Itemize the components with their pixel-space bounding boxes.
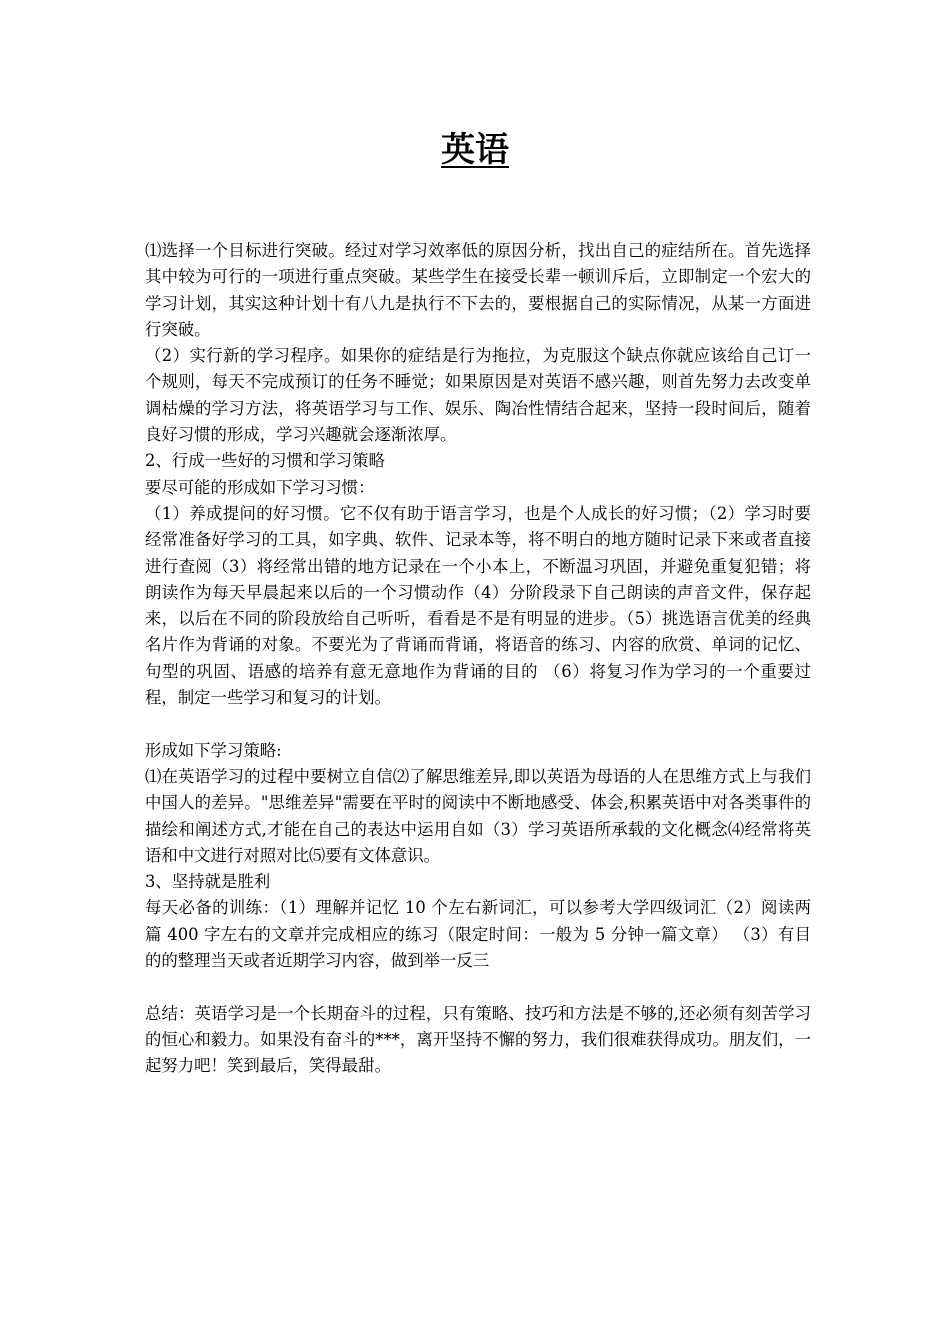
paragraph-strategies-intro: 形成如下学习策略: [145, 740, 282, 760]
paragraph-new-study-routine: （2）实行新的学习程序。如果你的症结是行为拖拉，为克服这个缺点你就应该给自己订一个规则，每天不完成预订的任务不睡觉；如果原因是对英语不感兴趣，则首先努力去改变单调枯燥的学习方法，将英语学习与工作、娱乐、陶冶性情结合起来，坚持一段时间后，随着良好习惯的形成，学习兴趣就会逐渐浓厚。 [145, 346, 811, 445]
paragraph-goal-breakthrough: ⑴选择一个目标进行突破。经过对学习效率低的原因分析，找出自己的症结所在。首先选择其中较为可行的一项进行重点突破。某些学生在接受长辈一顿训斥后，立即制定一个宏大的学习计划，其实这种计划十有八九是执行不下去的，要根据自己的实际情况，从某一方面进行突破。 [145, 241, 811, 339]
section-heading-habits: 2、行成一些好的习惯和学习策略 [145, 451, 385, 471]
paragraph-strategies-list: ⑴在英语学习的过程中要树立自信⑵了解思维差异,即以英语为母语的人在思维方式上与我们中国人的差异。"思维差异"需要在平时的阅读中不断地感受、体会,积累英语中对各类事件的描绘和阐述方式,才能在自己的表达中运用自如（3）学习英语所承载的文化概念⑷经常将英语和中文进行对照对比⑸要有文体意识。 [145, 766, 811, 865]
document-title-text: 英语 [441, 130, 509, 170]
paragraph-summary: 总结：英语学习是一个长期奋斗的过程，只有策略、技巧和方法是不够的,还必须有刻苦学习的恒心和毅力。如果没有奋斗的***，离开坚持不懈的努力，我们很难获得成功。朋友们，一起努力吧！笑到最后，笑得最甜。 [145, 1003, 811, 1076]
document-body [145, 238, 811, 1080]
blank-line [145, 711, 811, 737]
blank-line [145, 974, 811, 1000]
paragraph-daily-training: 每天必备的训练：（1）理解并记忆 10 个左右新词汇，可以参考大学四级词汇（2）阅读两篇 400 字左右的文章并完成相应的练习（限定时间：一般为 5 分钟一篇文章） （3）有目的的整理当天或者近期学习内容，做到举一反三 [145, 898, 811, 971]
paragraph-habits-intro: 要尽可能的形成如下学习习惯： [145, 477, 375, 497]
paragraph-habits-list: （1）养成提问的好习惯。它不仅有助于语言学习，也是个人成长的好习惯；（2）学习时要经常准备好学习的工具，如字典、软件、记录本等，将不明白的地方随时记录下来或者直接进行查阅（3）将经常出错的地方记录在一个小本上，不断温习巩固，并避免重复犯错；将朗读作为每天早晨起来以后的一个习惯动作（4）分阶段录下自己朗读的声音文件，保存起来，以后在不同的阶段放给自己听听，看看是不是有明显的进步。（5）挑选语言优美的经典名片作为背诵的对象。不要光为了背诵而背诵，将语音的练习、内容的欣赏、单词的记忆、句型的巩固、语感的培养有意无意地作为背诵的目的 （6）将复习作为学习的一个重要过程，制定一些学习和复习的计划。 [145, 503, 811, 708]
document-title [0, 128, 950, 172]
section-heading-persistence: 3、坚持就是胜利 [145, 872, 271, 892]
